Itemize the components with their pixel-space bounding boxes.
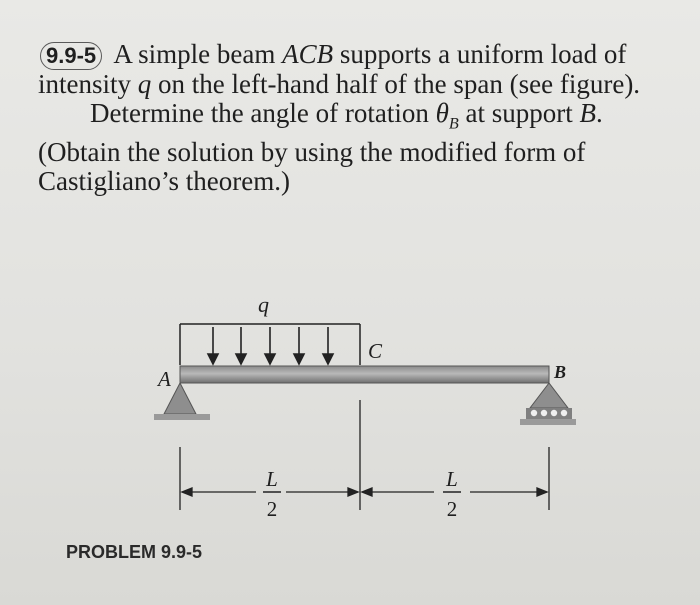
intro-text: A simple beam bbox=[108, 39, 283, 69]
text-b: on the left-hand half of the span (see figure). bbox=[151, 69, 641, 99]
determine-c: . (Obtain the solution by using the modified form of Castigliano’s theorem.) bbox=[38, 98, 603, 197]
point-a-label: A bbox=[158, 367, 171, 391]
determine-a: Determine the angle of rotation bbox=[90, 98, 436, 128]
roller-support-b bbox=[520, 383, 576, 425]
theta-subscript: B bbox=[448, 114, 459, 133]
beam bbox=[180, 366, 549, 383]
dim-right-fraction bbox=[443, 467, 461, 521]
dimension-lines bbox=[180, 400, 549, 510]
point-c-label: C bbox=[368, 339, 383, 363]
dim-left-fraction bbox=[263, 467, 281, 521]
beam-name: ACB bbox=[282, 39, 334, 69]
theta-symbol: θ bbox=[435, 98, 449, 128]
dim-left-denominator: 2 bbox=[266, 497, 278, 521]
point-b-label: B bbox=[554, 362, 567, 382]
text-a: supports a uniform load of intensity bbox=[38, 39, 627, 99]
dim-right-numerator: L bbox=[446, 467, 458, 491]
distributed-load bbox=[180, 324, 360, 365]
dim-left-numerator: L bbox=[266, 467, 278, 491]
support-name: B bbox=[579, 98, 597, 128]
dim-right-denominator: 2 bbox=[446, 497, 458, 521]
problem-number-badge: 9.9-5 bbox=[40, 42, 102, 70]
load-label: q bbox=[258, 292, 269, 317]
problem-caption: PROBLEM 9.9-5 bbox=[66, 542, 203, 562]
load-symbol: q bbox=[137, 69, 152, 99]
determine-b: at support bbox=[458, 98, 580, 128]
